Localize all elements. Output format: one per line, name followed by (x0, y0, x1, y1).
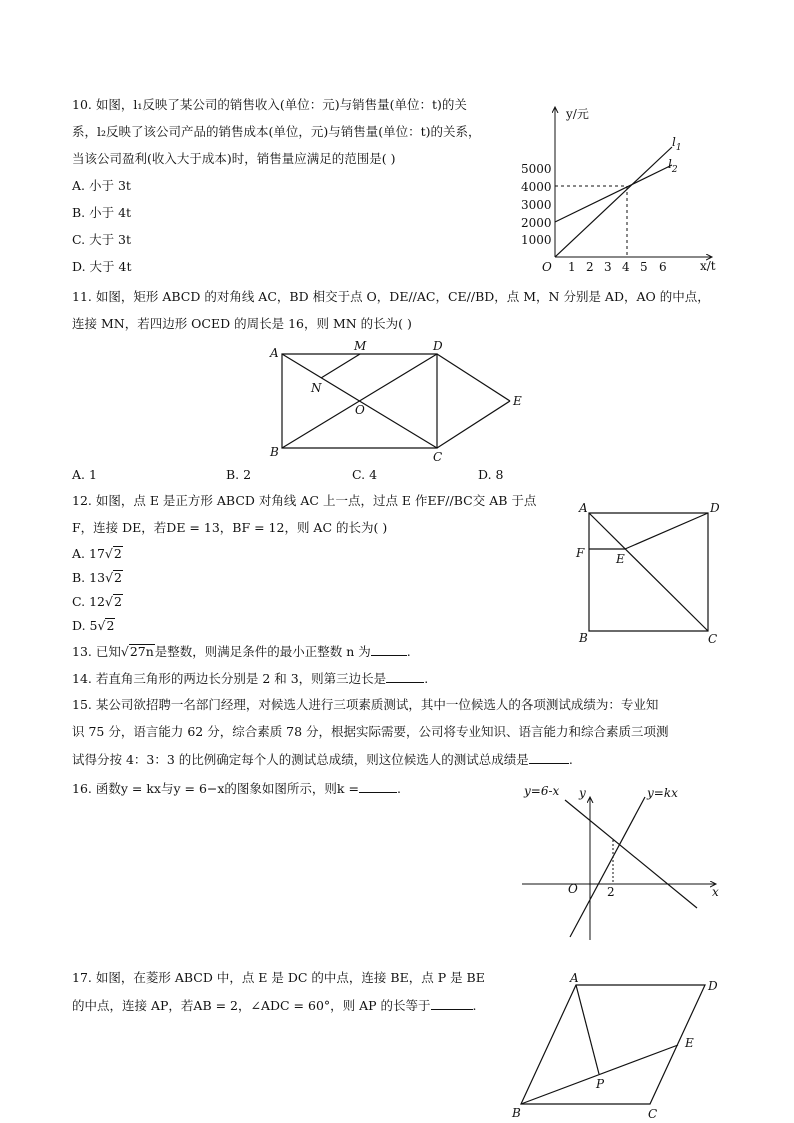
q16-answer-blank[interactable] (359, 780, 397, 793)
q16-label-tick-2: 2 (607, 885, 615, 899)
q10-x-tick-6: 6 (659, 260, 667, 274)
q17-label-p: P (596, 1077, 605, 1091)
q11-label-o: O (355, 403, 365, 417)
q10-y-label: y/元 (566, 107, 589, 121)
q16-label-origin: O (568, 882, 578, 896)
q10-line2: 系，l₂反映了该公司产品的销售成本(单位，元)与销售量(单位：t)的关系， (72, 124, 481, 139)
q12-diag-ac (589, 513, 708, 631)
q12-label-f: F (576, 546, 585, 560)
q16-label-left: y=6-x (524, 784, 560, 798)
q12-line1: 12. 如图，点 E 是正方形 ABCD 对角线 AC 上一点，过点 E 作EF//BC交 AB 于点 (72, 493, 537, 508)
q17-label-e: E (685, 1036, 694, 1050)
q12-label-e: E (616, 552, 625, 566)
q11-line1: 11. 如图，矩形 ABCD 的对角线 AC，BD 相交于点 O，DE//AC，CE//BD，点 M，N 分别是 AD，AO 的中点， (72, 289, 710, 304)
q17-line2: 的中点，连接 AP，若AB = 2，∠ADC = 60°，则 AP 的长等于 . (72, 998, 477, 1013)
q10-y-tick-1000: 1000 (521, 233, 552, 247)
q10-option-a: A. 小于 3t (72, 178, 131, 193)
q17-answer-blank[interactable] (431, 997, 473, 1010)
q11-label-c: C (433, 450, 443, 464)
q12-label-b: B (579, 631, 588, 645)
q12-option-a: A. 17√2 (72, 546, 122, 561)
q16-line-6-minus-x (565, 800, 697, 908)
q10-option-c: C. 大于 3t (72, 232, 132, 247)
q11-label-a: A (270, 346, 279, 360)
q12-option-c: C. 12√2 (72, 594, 122, 609)
q14-line: 14. 若直角三角形的两边长分别是 2 和 3，则第三边长是 . (72, 671, 429, 686)
q10-l2-label: $l_2$ (668, 157, 678, 175)
q16-function-figure (518, 782, 728, 942)
q12-option-d: D. 5√2 (72, 618, 115, 633)
q10-y-tick-5000: 5000 (521, 162, 552, 176)
q15-line1: 15. 某公司欲招聘一名部门经理，对候选人进行三项素质测试，其中一位候选人的各项测试成绩为：专业知 (72, 697, 659, 712)
q14-answer-blank[interactable] (386, 670, 424, 683)
q17-label-c: C (648, 1107, 658, 1121)
q10-x-tick-1: 1 (568, 260, 576, 274)
q17-line1: 17. 如图，在菱形 ABCD 中，点 E 是 DC 的中点，连接 BE，点 P 是 BE (72, 970, 485, 985)
q11-label-n: N (311, 381, 322, 395)
q11-label-e: E (513, 394, 522, 408)
q10-y-tick-3000: 3000 (521, 198, 552, 212)
q13-answer-blank[interactable] (371, 643, 407, 656)
q11-seg-mn (321, 354, 360, 378)
q10-line1: 10. 如图，l₁反映了某公司的销售收入(单位：元)与销售量(单位：t)的关 (72, 97, 467, 112)
q12-square-figure (570, 498, 730, 648)
q12-seg-de (625, 513, 708, 549)
q17-rhombus-figure (505, 968, 735, 1123)
q17-rhombus-abcd (521, 985, 705, 1104)
q11-label-d: D (433, 339, 443, 353)
q10-graph-figure (515, 100, 725, 280)
q10-option-b: B. 小于 4t (72, 205, 132, 220)
q12-label-a: A (579, 501, 588, 515)
q10-x-tick-3: 3 (604, 260, 612, 274)
q17-label-b: B (512, 1106, 521, 1120)
q15-line3: 试得分按 4：3：3 的比例确定每个人的测试总成绩，则这位候选人的测试总成绩是 . (72, 752, 573, 767)
q16-line-kx (570, 797, 645, 937)
q11-seg-ce (437, 401, 510, 448)
q17-label-a: A (570, 971, 579, 985)
q11-option-d: D. 8 (478, 467, 504, 482)
q10-y-tick-4000: 4000 (521, 180, 552, 194)
q10-x-tick-5: 5 (640, 260, 648, 274)
q10-line3: 当该公司盈利(收入大于成本)时，销售量应满足的范围是( ) (72, 151, 396, 166)
q11-option-c: C. 4 (352, 467, 378, 482)
q11-line2: 连接 MN，若四边形 OCED 的周长是 16，则 MN 的长为( ) (72, 316, 412, 331)
q17-label-d: D (708, 979, 718, 993)
q10-x-tick-2: 2 (586, 260, 594, 274)
q16-line: 16. 函数y = kx与y = 6−x的图象如图所示，则k = . (72, 781, 401, 796)
q17-seg-ap (576, 985, 599, 1074)
q10-option-d: D. 大于 4t (72, 259, 132, 274)
q16-label-x: x (712, 885, 719, 899)
q12-label-c: C (708, 632, 718, 646)
q12-label-d: D (710, 501, 720, 515)
q12-line2: F，连接 DE，若DE = 13，BF = 12，则 AC 的长为( ) (72, 520, 388, 535)
q11-seg-de (437, 354, 510, 401)
q16-label-right: y=kx (647, 786, 678, 800)
q11-option-b: B. 2 (226, 467, 252, 482)
q16-label-y: y (579, 786, 586, 800)
q10-l1-label: $l_1$ (672, 135, 682, 153)
q11-label-b: B (270, 445, 279, 459)
q10-y-tick-2000: 2000 (521, 216, 552, 230)
q10-line-l2 (555, 165, 672, 222)
q10-x-tick-4: 4 (622, 260, 630, 274)
q11-rectangle-figure (260, 335, 540, 465)
q11-label-m: M (354, 339, 367, 353)
q13-line: 13. 已知√27n是整数，则满足条件的最小正整数 n 为 . (72, 644, 411, 659)
q15-line2: 识 75 分，语言能力 62 分，综合素质 78 分，根据实际需要，公司将专业知识、语言能力和综合素质三项测 (72, 724, 669, 739)
q10-origin: O (542, 260, 552, 274)
q15-answer-blank[interactable] (529, 751, 569, 764)
q10-x-label: x/t (700, 259, 716, 273)
q10-line-l1 (555, 147, 672, 257)
q12-option-b: B. 13√2 (72, 570, 122, 585)
q11-option-a: A. 1 (72, 467, 97, 482)
